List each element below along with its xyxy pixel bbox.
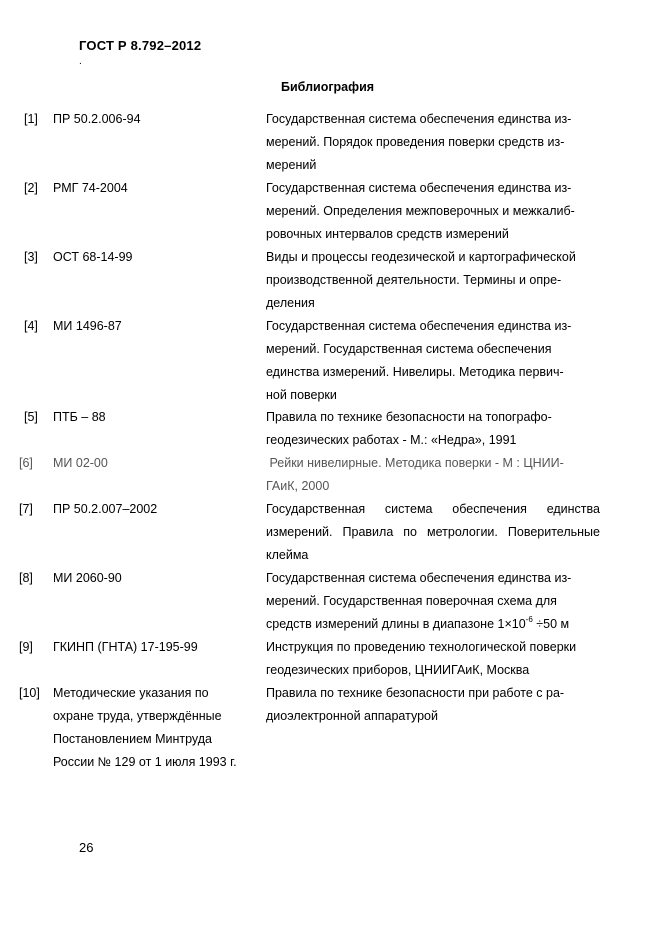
entry-description-line: Государственная система обеспечения единства из-	[266, 112, 572, 126]
entry-code-line: ПР 50.2.006-94	[53, 112, 141, 126]
entry-description-line: производственной деятельности. Термины и опре-	[266, 273, 562, 287]
entry-description-line: мерений. Государственная поверочная схема для	[266, 594, 557, 608]
entry-code-line: ПТБ – 88	[53, 410, 106, 424]
entry-description-line: Виды и процессы геодезической и картографической	[266, 250, 576, 264]
entry-number: [9]	[19, 640, 33, 654]
entry-description-line: диоэлектронной аппаратурой	[266, 709, 438, 723]
entry-description-line: ной поверки	[266, 388, 337, 402]
entry-description-line: единства измерений. Нивелиры. Методика первич-	[266, 365, 564, 379]
entry-number: [8]	[19, 571, 33, 585]
range-end-text: ÷50 м	[532, 617, 570, 631]
entry-code	[53, 498, 258, 521]
entry-description	[266, 567, 600, 636]
entry-description	[266, 315, 600, 407]
entry-description-line: мерений. Порядок проведения поверки средств из-	[266, 135, 565, 149]
entry-number: [4]	[24, 319, 38, 333]
section-title: Библиография	[281, 80, 375, 94]
entry-code	[53, 315, 258, 338]
entry-number: [1]	[24, 112, 38, 126]
entry-code	[53, 452, 258, 475]
entry-code	[53, 177, 258, 200]
entry-description-line: мерений. Определения межповерочных и межкалиб-	[266, 204, 575, 218]
entry-description-line: ГАиК, 2000	[266, 479, 330, 493]
entry-code-line: Методические указания по	[53, 686, 209, 700]
document-header: ГОСТ Р 8.792–2012	[79, 38, 202, 53]
entry-description	[266, 682, 600, 728]
entry-description-line: измерений. Правила по метрологии. Поверительные	[266, 525, 600, 539]
entry-code	[53, 682, 258, 774]
entry-code-line: ГКИНП (ГНТА) 17-195-99	[53, 640, 198, 654]
entry-description-line: геодезических работах - М.: «Недра», 1991	[266, 433, 517, 447]
header-dot: .	[79, 56, 82, 67]
entry-description-line: мерений. Государственная система обеспечения	[266, 342, 552, 356]
entry-code	[53, 406, 258, 429]
entry-code-line: ОСТ 68-14-99	[53, 250, 133, 264]
entry-code-line: МИ 2060-90	[53, 571, 122, 585]
entry-description	[266, 246, 600, 315]
entry-number: [7]	[19, 502, 33, 516]
entry-code	[53, 636, 258, 659]
entry-description-line: Правила по технике безопасности при работе с ра-	[266, 686, 565, 700]
entry-description	[266, 498, 600, 567]
entry-description-line: мерений	[266, 158, 317, 172]
entry-description-line: ровочных интервалов средств измерений	[266, 227, 509, 241]
entry-description-line: Государственная система обеспечения единства из-	[266, 571, 572, 585]
entry-code-line: МИ 1496-87	[53, 319, 122, 333]
entry-number: [10]	[19, 686, 40, 700]
entry-number: [6]	[19, 456, 33, 470]
entry-code-line: охране труда, утверждённые	[53, 709, 222, 723]
entry-description-line	[266, 613, 600, 636]
entry-code-line: ПР 50.2.007–2002	[53, 502, 158, 516]
entry-description	[266, 636, 600, 682]
entry-description-line: геодезических приборов, ЦНИИГАиК, Москва	[266, 663, 530, 677]
entry-code-line: МИ 02-00	[53, 456, 108, 470]
entry-description	[266, 406, 600, 452]
entry-description-line: Государственная система обеспечения единства из-	[266, 319, 572, 333]
entry-code-line: РМГ 74-2004	[53, 181, 128, 195]
entry-code-line: России № 129 от 1 июля 1993 г.	[53, 755, 237, 769]
entry-description-line: Правила по технике безопасности на топографо-	[266, 410, 552, 424]
entry-description-line: Рейки нивелирные. Методика поверки - М : ЦНИИ-	[266, 456, 564, 470]
entry-code	[53, 246, 258, 269]
entry-description-line: Инструкция по проведению технологической поверки	[266, 640, 577, 654]
entry-code	[53, 108, 258, 131]
range-text: средств измерений длины в диапазоне 1×10	[266, 617, 526, 631]
entry-description-line: клейма	[266, 548, 309, 562]
entry-description	[266, 177, 600, 246]
exponent: -6	[525, 615, 533, 624]
entry-description	[266, 108, 600, 177]
entry-code	[53, 567, 258, 590]
page-number: 26	[79, 840, 94, 855]
entry-number: [5]	[24, 410, 38, 424]
entry-description-line: деления	[266, 296, 315, 310]
entry-code-line: Постановлением Минтруда	[53, 732, 212, 746]
entry-number: [3]	[24, 250, 38, 264]
entry-description-line: Государственная система обеспечения единства из-	[266, 181, 572, 195]
entry-number: [2]	[24, 181, 38, 195]
entry-description-line: Государственная система обеспечения единства	[266, 502, 600, 516]
entry-description	[266, 452, 600, 498]
